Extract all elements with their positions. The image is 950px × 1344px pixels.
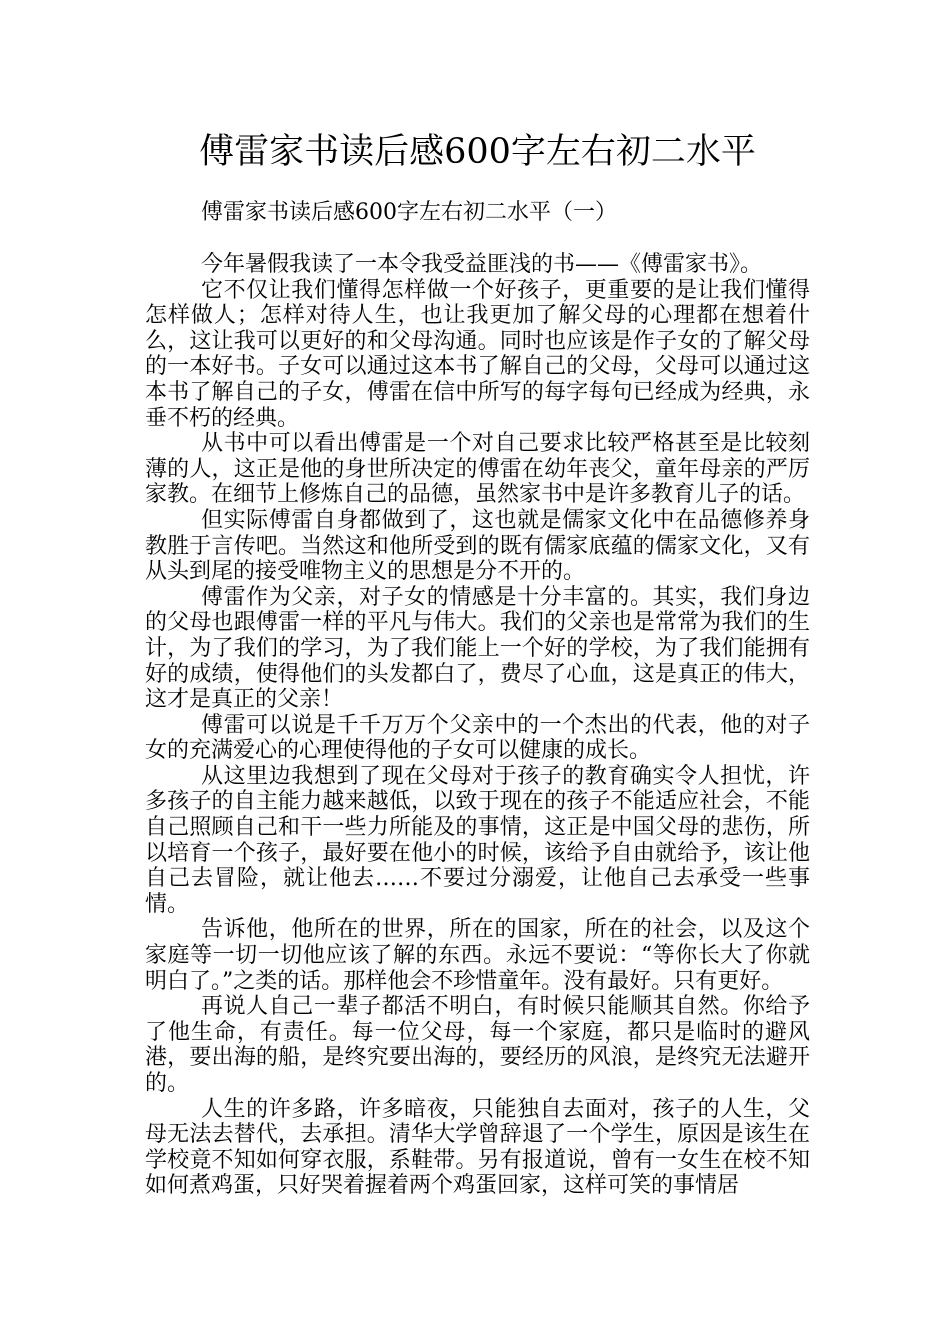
paragraph: 从书中可以看出傅雷是一个对自己要求比较严格甚至是比较刻薄的人，这正是他的身世所决定的傅雷在幼年丧父，童年母亲的严厉家教。在细节上修炼自己的品德，虽然家书中是许多教育儿子的话。	[145, 431, 810, 508]
paragraph: 今年暑假我读了一本令我受益匪浅的书——《傅雷家书》。	[201, 252, 763, 277]
paragraph: 它不仅让我们懂得怎样做一个好孩子，更重要的是让我们懂得怎样做人；怎样对待人生，也让我更加了解父母的心理都在想着什么，这让我可以更好的和父母沟通。同时也应该是作子女的了解父母的一本好书。子女可以通过这本书了解自己的父母，父母可以通过这本书了解自己的子女，傅雷在信中所写的每字每句已经成为经典，永垂不朽的经典。	[145, 277, 810, 431]
paragraph: 从这里边我想到了现在父母对于孩子的教育确实令人担忧，许多孩子的自主能力越来越低，以致于现在的孩子不能适应社会，不能自己照顾自己和干一些力所能及的事情，这正是中国父母的悲伤，所以培育一个孩子，最好要在他小的时候，该给予自由就给予，该让他自己去冒险，就让他去……不要过分溺爱，让他自己去承受一些事情。	[145, 763, 810, 917]
paragraph: 再说人自己一辈子都活不明白，有时候只能顺其自然。你给予了他生命，有责任。每一位父母，每一个家庭，都只是临时的避风港，要出海的船，是终究要出海的，要经历的风浪，是终究无法避开的。	[145, 994, 810, 1096]
paragraph: 傅雷作为父亲，对子女的情感是十分丰富的。其实，我们身边的父母也跟傅雷一样的平凡与伟大。我们的父亲也是常常为我们的生计，为了我们的学习，为了我们能上一个好的学校，为了我们能拥有好的成绩，使得他们的头发都白了，费尽了心血，这是真正的伟大，这才是真正的父亲！	[145, 584, 810, 713]
paragraph: 告诉他，他所在的世界，所在的国家，所在的社会，以及这个家庭等一切一切他应该了解的东西。永远不要说：“等你长大了你就明白了。”之类的话。那样他会不珍惜童年。没有最好。只有更好。	[145, 917, 810, 994]
paragraph: 但实际傅雷自身都做到了，这也就是儒家文化中在品德修养身教胜于言传吧。当然这和他所受到的既有儒家底蕴的儒家文化，又有从头到尾的接受唯物主义的思想是分不开的。	[145, 507, 810, 585]
document-subtitle: 傅雷家书读后感600字左右初二水平（一）	[201, 200, 617, 225]
document-page	[145, 128, 810, 1199]
document-title: 傅雷家书读后感600字左右初二水平	[199, 132, 756, 172]
document-body	[145, 252, 810, 1199]
paragraph: 傅雷可以说是千千万万个父亲中的一个杰出的代表，他的对子女的充满爱心的心理使得他的子女可以健康的成长。	[145, 712, 810, 764]
paragraph: 人生的许多路，许多暗夜，只能独自去面对，孩子的人生，父母无法去替代，去承担。清华大学曾辞退了一个学生，原因是该生在学校竟不知如何穿衣服，系鞋带。另有报道说，曾有一女生在校不知如何煮鸡蛋，只好哭着握着两个鸡蛋回家，这样可笑的事情居	[145, 1096, 810, 1199]
